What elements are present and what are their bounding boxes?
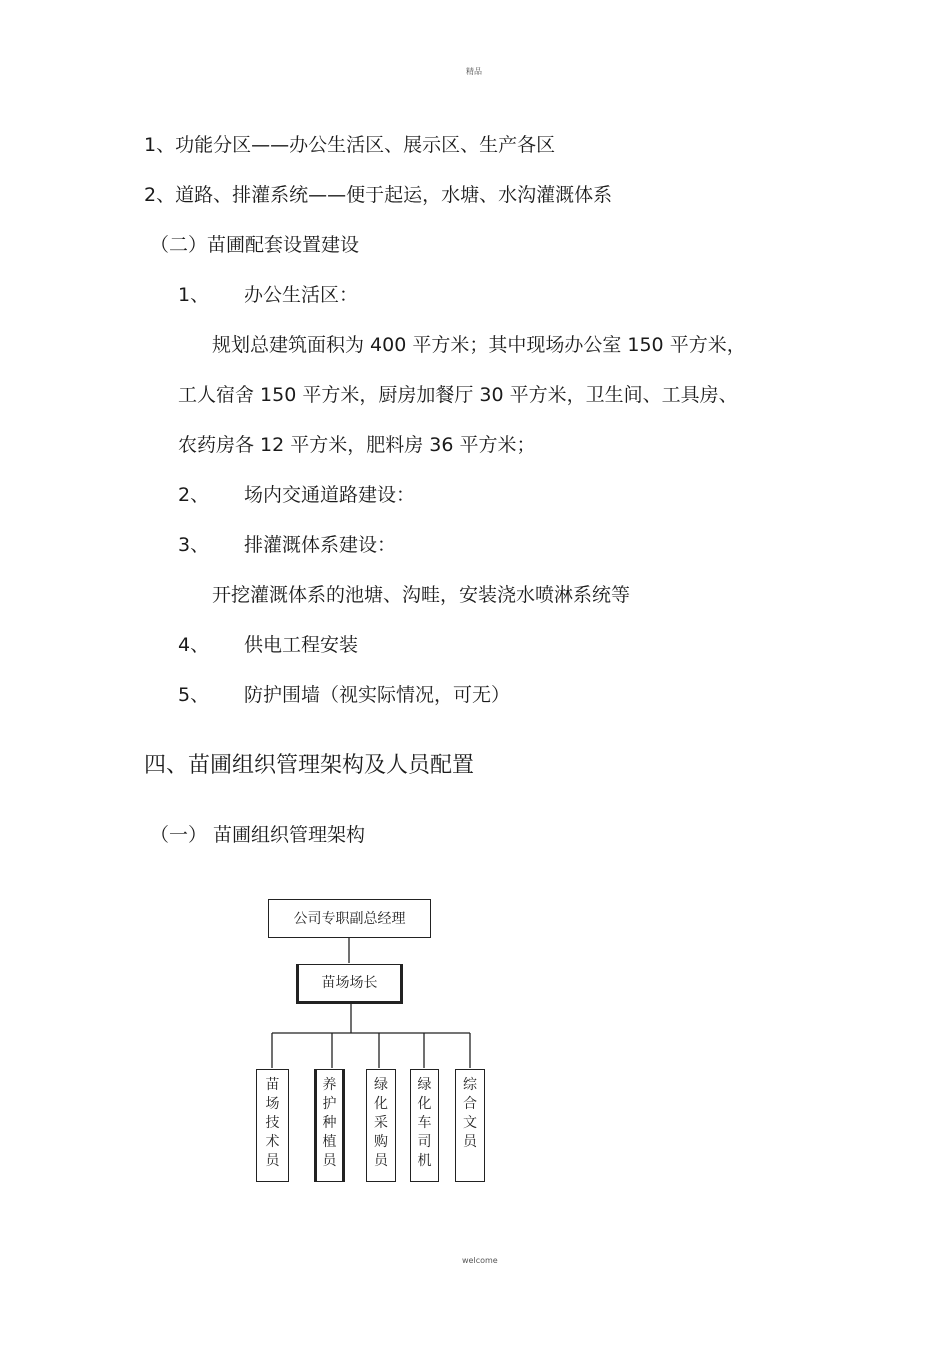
org-box-purchaser: 绿 化 采 购 员: [366, 1069, 396, 1182]
section-heading-org: 四、苗圃组织管理架构及人员配置: [144, 753, 475, 778]
item-number: 4、: [178, 634, 210, 656]
org-box-planting-staff: 养 护 种 植 员: [314, 1069, 345, 1182]
item-text: 防护围墙（视实际情况，可无）: [244, 684, 511, 706]
subsection-heading-org-structure: （一） 苗圃组织管理架构: [150, 824, 366, 846]
org-box-driver: 绿 化 车 司 机: [410, 1069, 439, 1182]
org-box-technician: 苗 场 技 术 员: [256, 1069, 289, 1182]
item-number: 5、: [178, 684, 210, 706]
item-number: 3、: [178, 534, 210, 556]
org-box-nursery-director: 苗场场长: [296, 964, 403, 1004]
subsection-heading-facilities: （二）苗圃配套设置建设: [150, 234, 360, 256]
list-item-roads-drainage: 2、道路、排灌系统——便于起运，水塘、水沟灌溉体系: [144, 184, 613, 206]
list-item-functional-zones: 1、功能分区——办公生活区、展示区、生产各区: [144, 134, 556, 156]
org-box-clerk: 综 合 文 员: [455, 1069, 485, 1182]
page-header: 精品: [466, 67, 482, 76]
paragraph-building-area: 规划总建筑面积为 400 平方米；其中现场办公室 150 平方米，: [212, 334, 746, 356]
org-box-deputy-gm: 公司专职副总经理: [268, 899, 431, 938]
item-number: 2、: [178, 484, 210, 506]
paragraph-irrigation: 开挖灌溉体系的池塘、沟畦，安装浇水喷淋系统等: [212, 584, 631, 606]
item-text: 场内交通道路建设：: [244, 484, 416, 506]
paragraph-building-area-end: 农药房各 12 平方米，肥料房 36 平方米；: [178, 434, 536, 456]
page-footer: welcome: [462, 1256, 498, 1265]
item-text: 办公生活区：: [244, 284, 359, 306]
paragraph-building-area-cont: 工人宿舍 150 平方米，厨房加餐厅 30 平方米，卫生间、工具房、: [178, 384, 738, 406]
item-text: 供电工程安装: [244, 634, 359, 656]
item-text: 排灌溉体系建设：: [244, 534, 397, 556]
item-number: 1、: [178, 284, 210, 306]
